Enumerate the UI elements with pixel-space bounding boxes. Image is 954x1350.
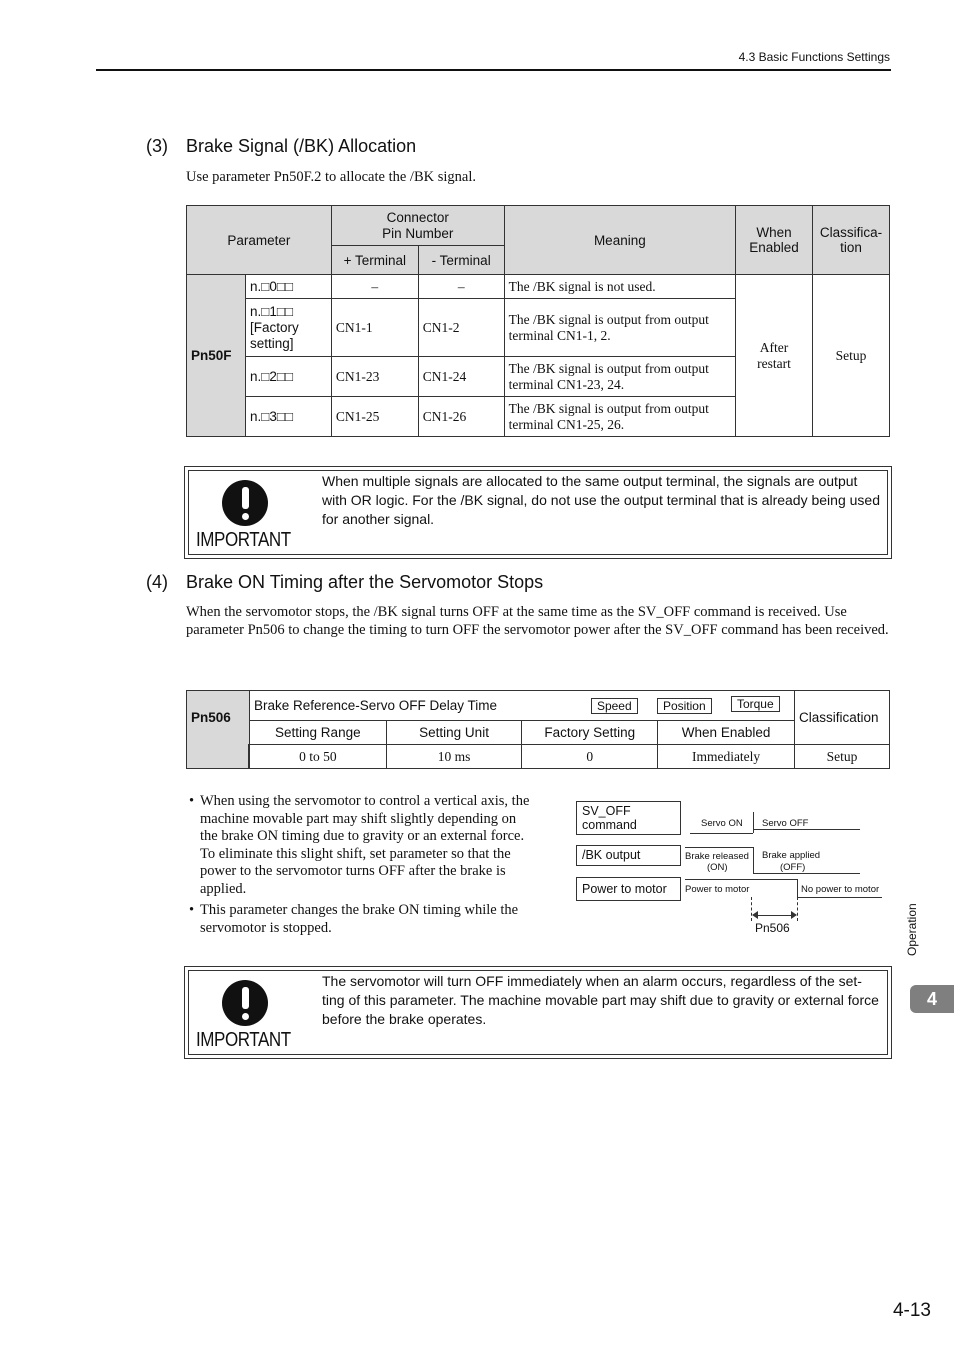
power-off-text: No power to motor	[801, 884, 880, 895]
important-box-2	[184, 966, 892, 1059]
minus-cell: CN1-2	[418, 299, 504, 357]
position-tag: Position	[657, 698, 712, 714]
factory-setting-header: Factory Setting	[522, 721, 658, 745]
header-meaning: Meaning	[504, 206, 735, 275]
servo-off-text: Servo OFF	[762, 818, 809, 829]
brake-applied-state: (OFF)	[780, 862, 806, 873]
plus-cell: CN1-25	[331, 397, 418, 437]
brake-released-state: (ON)	[707, 862, 728, 873]
plus-cell: CN1-1	[331, 299, 418, 357]
pn506-delay-label: Pn506	[755, 921, 790, 935]
header-minus-terminal: - Terminal	[418, 246, 504, 275]
minus-cell: –	[418, 275, 504, 299]
meaning-cell: The /BK signal is output from output terminal CN1-25, 26.	[504, 397, 735, 437]
table-row	[187, 275, 890, 299]
when-enabled-cell: After restart	[736, 275, 813, 437]
pn506-table	[186, 690, 890, 769]
chapter-tab: 4	[910, 985, 954, 1013]
header-classification: Classifica- tion	[812, 206, 889, 275]
section-4-number: (4)	[146, 572, 168, 592]
exclamation-icon	[222, 980, 268, 1026]
setting-unit-value: 10 ms	[386, 745, 522, 769]
param-name: Pn50F	[187, 275, 246, 437]
setting-unit-header: Setting Unit	[386, 721, 522, 745]
classification-value: Setup	[794, 745, 889, 769]
meaning-cell: The /BK signal is output from output terminal CN1-23, 24.	[504, 357, 735, 397]
section-4-heading	[146, 572, 543, 593]
pn506-name: Brake Reference-Servo OFF Delay Time	[253, 697, 498, 713]
setting-range-header: Setting Range	[249, 721, 386, 745]
exclamation-icon	[222, 480, 268, 526]
bullet-2: • This parameter changes the brake ON timing while the servomotor is stopped.	[189, 902, 519, 936]
setting-cell: n.□0□□	[245, 275, 331, 299]
when-enabled-header: When Enabled	[658, 721, 795, 745]
header-parameter: Parameter	[187, 206, 332, 275]
section-3-number: (3)	[146, 136, 168, 156]
minus-cell: CN1-26	[418, 397, 504, 437]
brake-applied-text: Brake applied	[762, 850, 821, 861]
section-4-intro: When the servomotor stops, the /BK signal turns OFF at the same time as the SV_OFF command is received. Use parameter Pn506 to change the timing to turn OFF the servomotor power after the SV_OFF command has been received.	[186, 604, 889, 638]
when-enabled-value: Immediately	[658, 745, 795, 769]
running-header: 4.3 Basic Functions Settings	[738, 50, 890, 64]
pn506-name-cell	[249, 691, 794, 721]
plus-cell: –	[331, 275, 418, 299]
section-3-heading	[146, 136, 416, 157]
header-connector: Connector Pin Number	[331, 206, 504, 246]
classification-cell: Setup	[812, 275, 889, 437]
header-when-enabled: When Enabled	[736, 206, 813, 275]
plus-cell: CN1-23	[331, 357, 418, 397]
power-to-motor-label: Power to motor	[576, 877, 681, 901]
pn50f-table	[186, 205, 890, 437]
sv-off-command-label: SV_OFF command	[576, 801, 681, 835]
minus-cell: CN1-24	[418, 357, 504, 397]
factory-setting-value: 0	[522, 745, 658, 769]
section-4-title: Brake ON Timing after the Servomotor Stops	[186, 572, 544, 592]
important-label: IMPORTANT	[196, 1029, 291, 1051]
setting-range-value: 0 to 50	[249, 745, 386, 769]
servo-on-text: Servo ON	[701, 818, 743, 829]
important-text: When multiple signals are allocated to the same output terminal, the signals are output with OR logic. For the /BK signal, do not use the output terminal that is already being used for another signal.	[322, 473, 880, 528]
chapter-side-label: Operation	[905, 903, 919, 956]
brake-released-text: Brake released	[685, 851, 749, 862]
section-3-title: Brake Signal (/BK) Allocation	[186, 136, 417, 156]
header-plus-terminal: + Terminal	[331, 246, 418, 275]
section-3-intro: Use parameter Pn50F.2 to allocate the /BK signal.	[186, 169, 476, 185]
page-number: 4-13	[892, 1300, 931, 1321]
classification-header: Classification	[794, 691, 889, 745]
torque-tag: Torque	[731, 696, 780, 712]
setting-cell: n.□2□□	[245, 357, 331, 397]
meaning-cell: The /BK signal is not used.	[504, 275, 735, 299]
meaning-cell: The /BK signal is output from output terminal CN1-1, 2.	[504, 299, 735, 357]
arrow-left-icon	[752, 911, 758, 919]
important-box-1	[184, 466, 892, 559]
setting-cell: n.□3□□	[245, 397, 331, 437]
arrow-right-icon	[791, 911, 797, 919]
header-rule	[96, 69, 891, 71]
speed-tag: Speed	[591, 698, 638, 714]
bullet-1: • When using the servomotor to control a vertical axis, the machine movable part may shift slightly depending on the brake ON timing due to gravity or an external force. To eliminate this slight shift, set parameter so that the power to the servomotor turns OFF after the brake is applied.	[189, 793, 530, 897]
pn506-param: Pn506	[187, 691, 250, 745]
power-on-text: Power to motor	[685, 884, 750, 895]
important-text: The servomotor will turn OFF immediately when an alarm occurs, regardless of the set-ting of this parameter. The machine movable part may shift due to gravity or external force before the brake operates.	[322, 973, 879, 1028]
setting-cell: n.□1□□ [Factory setting]	[245, 299, 331, 357]
important-label: IMPORTANT	[196, 529, 291, 551]
bk-output-label: /BK output	[576, 845, 681, 866]
